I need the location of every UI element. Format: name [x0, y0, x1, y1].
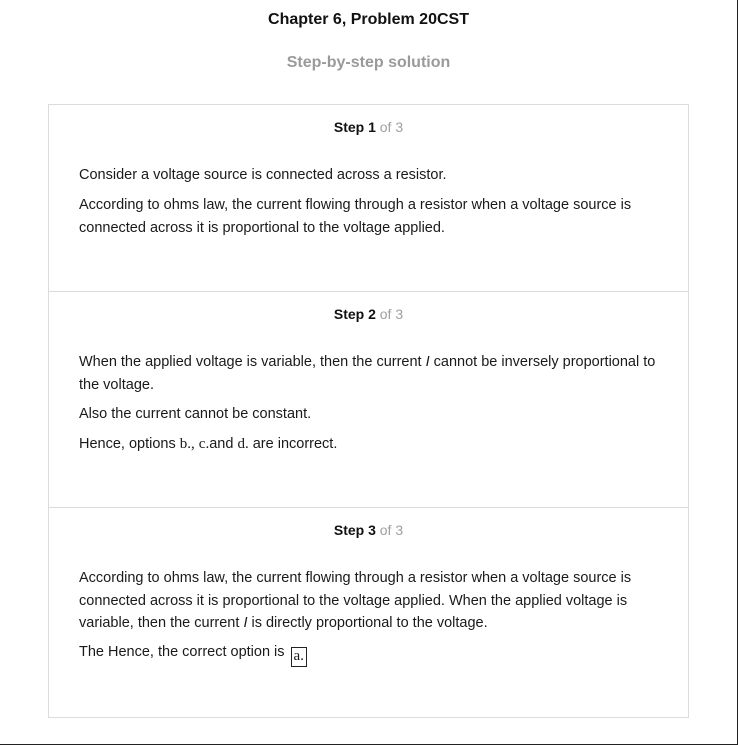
option-c: c. [198, 436, 210, 452]
text-segment: When the applied voltage is variable, then the current [79, 354, 426, 370]
step-count: of 3 [379, 119, 404, 135]
step-3 [49, 507, 688, 720]
step-label: Step 1 [333, 119, 376, 135]
step-3-paragraph-1 [79, 567, 659, 635]
step-2-paragraph-1 [79, 351, 659, 396]
answer-box: a. [291, 647, 307, 667]
step-2 [49, 291, 688, 508]
step-1 [49, 105, 688, 291]
step-3-paragraph-2 [79, 641, 659, 667]
text-segment: is directly proportional to the voltage. [247, 615, 488, 631]
text-segment: The Hence, the correct option is [79, 644, 285, 660]
step-count: of 3 [379, 306, 404, 322]
current-variable: I [425, 354, 430, 370]
step-2-header [49, 306, 688, 322]
option-d: d. [237, 436, 249, 452]
step-2-paragraph-3 [79, 433, 659, 456]
step-1-paragraph-1: Consider a voltage source is connected across a resistor. [79, 167, 447, 183]
text-segment: cannot be inversely proportional to the voltage. [79, 354, 656, 393]
text-segment: and [209, 436, 238, 452]
text-segment: are incorrect. [248, 436, 338, 452]
step-1-paragraph-2: According to ohms law, the current flowing through a resistor when a voltage source is connected across it is proportional to the voltage applied. [79, 197, 632, 236]
step-label: Step 3 [333, 522, 376, 538]
text-segment: Hence, options [79, 436, 180, 452]
step-label: Step 2 [333, 306, 376, 322]
step-2-paragraph-2: Also the current cannot be constant. [79, 406, 312, 422]
text-segment: According to ohms law, the current flowing through a resistor when a voltage source is connected across it is proportional to the voltage applied. When the applied voltage is variable, then the current [79, 570, 632, 631]
step-count: of 3 [379, 522, 404, 538]
step-1-header [49, 119, 688, 135]
option-b: b., [179, 436, 195, 452]
current-variable: I [243, 615, 248, 631]
page-title: Chapter 6, Problem 20CST [268, 11, 469, 28]
page-subtitle: Step-by-step solution [286, 54, 451, 71]
step-3-header [49, 522, 688, 538]
solution-steps [48, 104, 689, 718]
